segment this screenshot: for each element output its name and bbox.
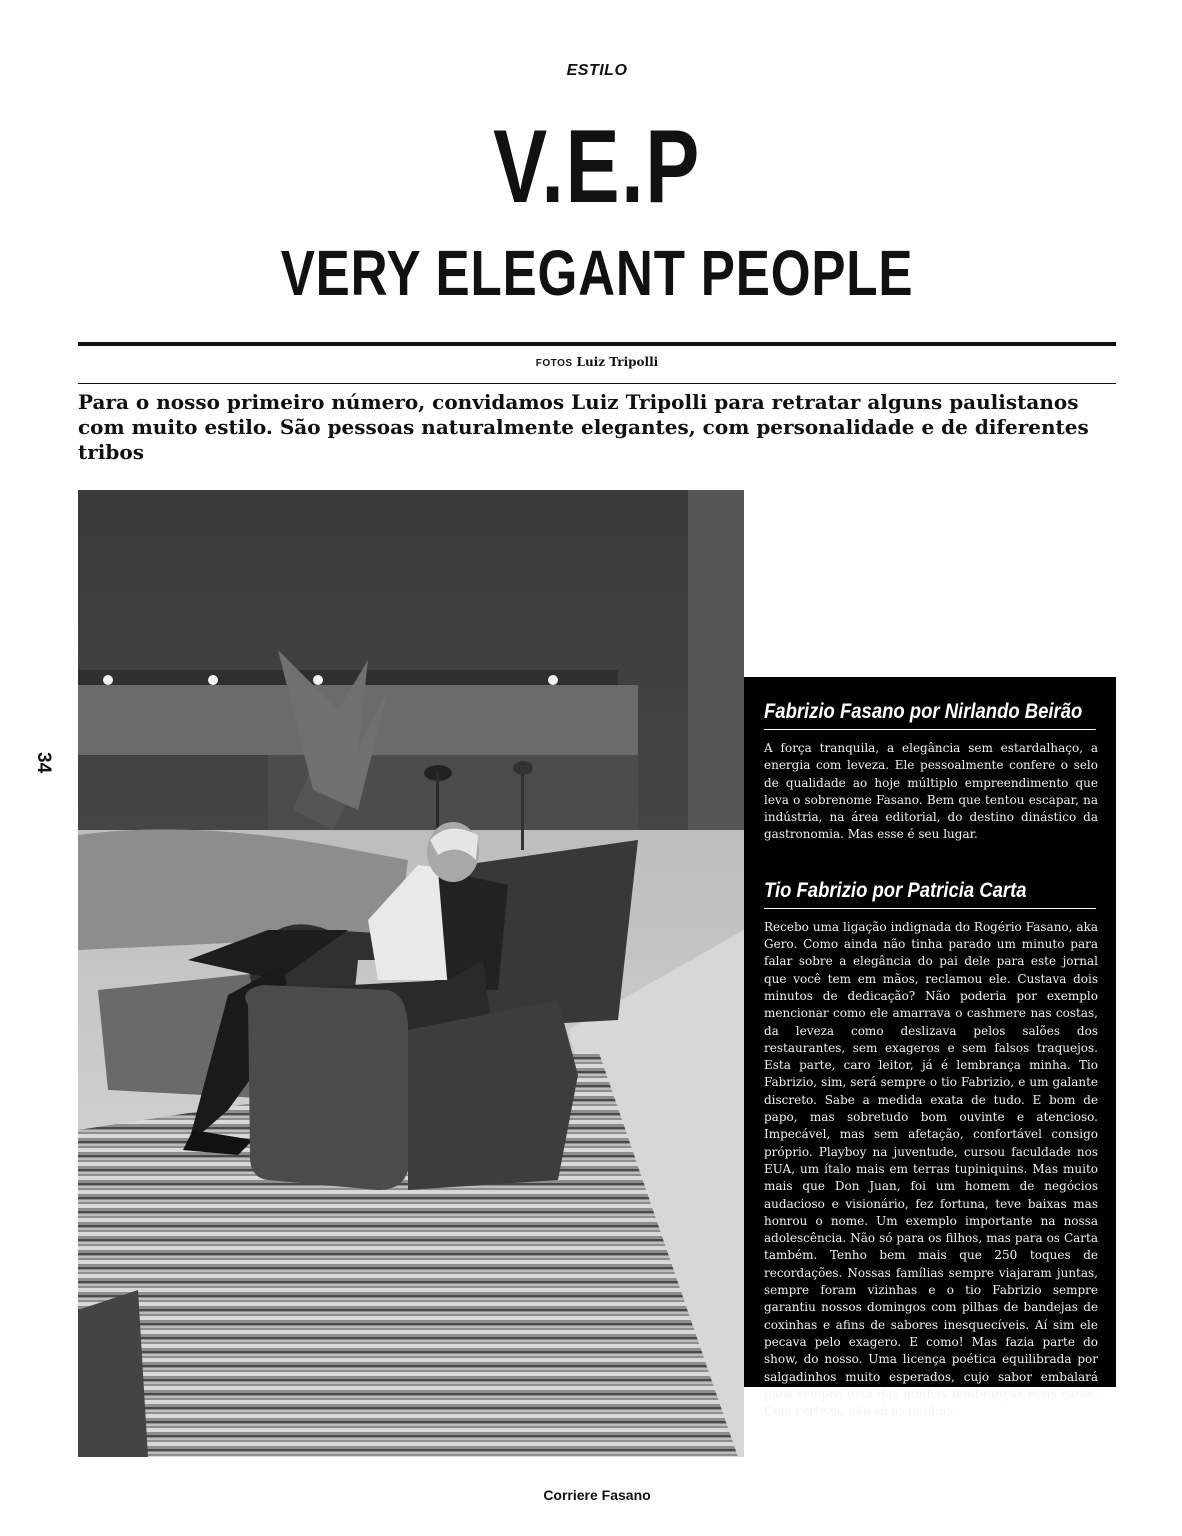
page-number [28,752,54,792]
page-subtitle: VERY ELEGANT PEOPLE [280,237,914,309]
sidebar-box [744,677,1116,1419]
photo-credit-label: FOTOS [535,358,573,369]
title-rule [78,342,1116,346]
photo-credit-name: Luiz Tripolli [576,355,659,369]
footer-publication: Corriere Fasano [543,1487,651,1503]
sidebar-article-2-heading: Tio Fabrizio por Patricia Carta [764,878,1096,909]
intro-paragraph: Para o nosso primeiro número, convidamos Luiz Tripolli para retratar alguns paulistanos com muito estilo. São pessoas naturalmente elegantes, com personalidade e de diferentes tribos [78,390,1089,464]
section-label: ESTILO [566,62,628,79]
photo-credit [78,355,1116,369]
sidebar-article-1-body: A força tranquila, a elegância sem estardalhaço, a energia com leveza. Ele pessoalmente confere o selo de qualidade ao hoje múltiplo empreendimento que leva o sobrenome Fasano. Bem que tentou escapar, na indústria, na área editorial, do destino dinástico da gastronomia. Mas esse é seu lugar. [764,741,1098,842]
portrait-photo [78,490,744,1457]
page-number-text: 34 [33,752,54,774]
page-title: V.E.P [493,109,701,225]
sidebar-article-1-heading: Fabrizio Fasano por Nirlando Beirão [764,699,1096,730]
sidebar-article-2-body: Recebo uma ligação indignada do Rogério Fasano, aka Gero. Como ainda não tinha parado um minuto para falar sobre a elegância do pai dele para este jornal que você tem em mãos, reclamou ele. Custava dois minutos de dedicação? Não poderia por exemplo mencionar como ele amarrava o cashmere nas costas, da leveza como deslizava pelos salões dos restaurantes, sem exageros e sem falsos traquejos. Esta parte, caro leitor, já é lembrança minha. Tio Fabrizio, sim, será sempre o tio Fabrizio, e um galante discreto. Sabe a medida exata de tudo. E bom de papo, mas sobretudo bom ouvinte e atencioso. Impecável, mas sem afetação, confortável consigo próprio. Playboy na juventude, cursou faculdade nos EUA, um ítalo mais em terras tupiniquins. Mas muito mais que Don Juan, foi um homem de negócios audacioso e visionário, fez fortuna, teve baixas mas honrou o nome. Um exemplo importante na nossa adolescência. Não só para os filhos, mas para os Carta também. Tenho bem mais que 250 toques de recordações. Nossas famílias sempre viajaram juntas, sempre foram vizinhas e o tio Fabrizio sempre garantiu nossos domingos com pilhas de bandejas de coxinhas e afins de sabores inesquecíveis. Aí sim ele pecava pelo exagero. E como! Mas fazia parte do show, do nosso. Uma licença poética equilibrada por salgadinhos muito esperados, cujo sabor embalará para sempre uma das minhas lembranças mais caras. Com certeza, não só as minhas. [764,919,1098,1419]
credit-rule [78,383,1116,384]
